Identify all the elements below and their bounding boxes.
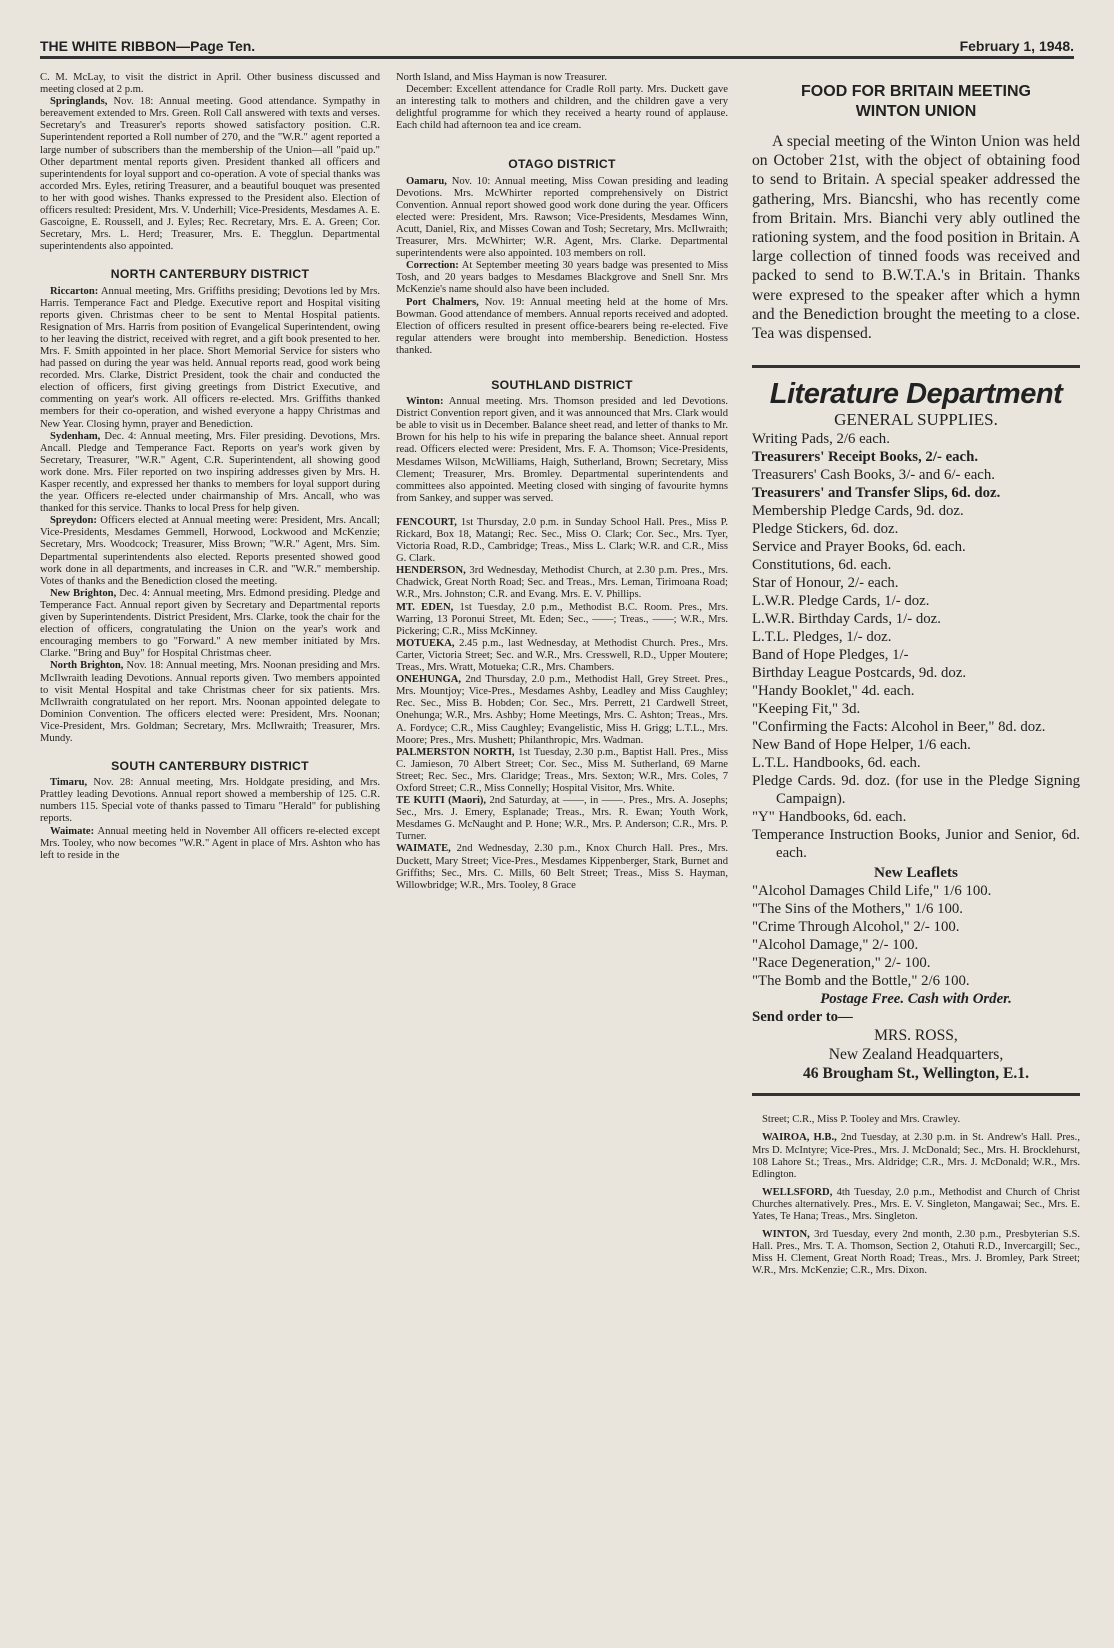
report-text: Nov. 19: Annual meeting held at the home of Mrs. Bowman. Good attendance of members. Annual reports received and adopted. Election of officers resulted in present office-bearers being re-elected. Five regular attenders were brought into membership. Benediction. Hostess thanked. (396, 296, 728, 356)
leaflet-item: "Alcohol Damages Child Life," 1/6 100. (752, 883, 992, 900)
food-article-text: A special meeting of the Winton Union was held on October 21st, with the object of obtaining food to send to Britain. A special speaker addressed the gathering, Mrs. Biancshi, who has recently come from Britain. Mrs. Bianchi very ably outlined the rationing system, and the food position in Britain. A large collection of tinned foods was received and packed to send to B.W.T.A.'s in Britain. Thanks were expresed to the speaker after which a hymn and the Benediction brought the meeting to a close. Tea was dispensed. (752, 133, 1080, 343)
union-name: HENDERSON, (396, 565, 466, 577)
spacer (396, 505, 728, 517)
list-item: Treasurers' Cash Books, 3/- and 6/- each. (752, 467, 995, 484)
union-text: 2nd Thursday, 2.0 p.m., Methodist Hall, Grey Street. Pres., Mrs. Mountjoy; Vice-Pres., Mesdames Ashby, Leadley and Miss Caughley; Rec. Sec., Miss B. Hobden; Cor. Sec., Mrs. Perrett, 21 Cardwell Street, Onehunga; W.R., Mrs. Ashby; Home Meetings, Mrs. C. Ashton; Treas., Mrs. A. Fordyce; C.R., Miss Caughley; Evangelistic, Miss H. Grigg; L.T.L., Mrs. Moore; Pres., Mrs. Mushett; Philanthropic, Mrs. Wadman. (396, 674, 728, 746)
new-leaflets-heading: New Leaflets (874, 864, 958, 882)
report-text: Nov. 10: Annual meeting, Miss Cowan presiding and leading Devotions. Mrs. McWhirter reported comprehensively on District Convention. Annual report showed good work done during the year. Officers elected were: President, Mrs. Rawson; Vice-Presidents, Mesdames Winn, Acutt, Daniel, Rix, and Misses Cowan and Tosh; Secretary, Mrs. McIlwraith; Treasurer, Mrs. McWhirter; W.R. Agent, Mrs. Clarke. Departmental superintendents were also appointed. 103 members on roll. (396, 175, 728, 260)
list-item: Temperance Instruction Books, Junior and Senior, 6d. each. (752, 827, 1080, 862)
report-place: North Brighton, (50, 660, 124, 672)
union-name: WAIMATE, (396, 843, 451, 855)
list-item: "Handy Booklet," 4d. each. (752, 683, 915, 700)
list-item: Constitutions, 6d. each. (752, 557, 892, 574)
postage-note: Postage Free. Cash with Order. (820, 991, 1012, 1008)
report-riccarton (40, 286, 380, 431)
list-item: Service and Prayer Books, 6d. each. (752, 539, 966, 556)
column-1 (40, 72, 380, 862)
list-item: L.W.R. Birthday Cards, 1/- doz. (752, 611, 941, 628)
report-text: Annual meeting. Mrs. Thomson presided and led Devotions. District Convention report given, and it was announced that Mrs. Clark would be able to visit us in December. Balance sheet read, and letter of thanks to Mr. Brown for his help to his wife in preparing the balance sheet. Annual report read. Officers elected were: President, Mrs. F. A. Thomson; Vice-Presidents, Mesdames Wilson, McWilliams, Haigh, Sutherland, Brown; Secretary, Miss Clement; Treasurer, Mrs. Bromley. Departmental superintendents and committees also appointed. Meeting closed with singing of favourite hymns from Sankey, and supper was served. (396, 396, 728, 504)
union-onehunga (396, 674, 728, 747)
report-sydenham (40, 431, 380, 516)
paragraph: North Island, and Miss Hayman is now Treasurer. (396, 72, 607, 83)
report-place: New Brighton, (50, 587, 117, 599)
report-new-brighton (40, 588, 380, 661)
report-waimate (40, 826, 380, 862)
leaflet-item: "Race Degeneration," 2/- 100. (752, 955, 931, 972)
district-heading: NORTH CANTERBURY DISTRICT (110, 267, 310, 282)
list-item: L.T.L. Pledges, 1/- doz. (752, 629, 892, 646)
literature-subheading: GENERAL SUPPLIES. (834, 410, 998, 430)
report-place: Timaru, (50, 777, 88, 789)
union-directory-continued (752, 1114, 1080, 1277)
report-text: Officers elected at Annual meeting were: President, Mrs. Ancall; Vice-Presidents, Mesdames Gemmell, Horwood, Lockwood and McKenzie; Secretary, Mrs. Woodcock; Treasurer, Miss Brown; "W.R." Agent, Mrs. Sim. Departmental superintendents also elected. Reports presented showed good work done in all departments, and increases in C.R. and "W.R." membership. Votes of thanks and the Benediction closed the meeting. (40, 515, 380, 587)
report-timaru (40, 777, 380, 825)
union-name: ONEHUNGA, (396, 674, 462, 686)
union-name: WINTON, (762, 1229, 810, 1241)
address-line: MRS. ROSS, (874, 1027, 958, 1045)
column-2 (396, 72, 728, 892)
list-item: L.W.R. Pledge Cards, 1/- doz. (752, 593, 930, 610)
paragraph: C. M. McLay, to visit the district in April. Other business discussed and meeting closed at 2 p.m. (40, 72, 380, 96)
union-text: 2nd Saturday, at ——, in ——. Pres., Mrs. A. Josephs; Sec., Mrs. J. Emery, Esplanade; Treas., Mrs. R. Ewan; Youth Work, Mesdames G. McNaught and P. Hone; W.R., Mrs. P. Anderson; C.R., Mrs. P. Turner. (396, 795, 728, 843)
paragraph: Street; C.R., Miss P. Tooley and Mrs. Crawley. (762, 1114, 961, 1126)
union-name: MOTUEKA, (396, 637, 455, 649)
list-item: Treasurers' Receipt Books, 2/- each. (752, 449, 979, 466)
header-rule (40, 56, 1074, 59)
report-place: Riccarton: (50, 285, 99, 297)
union-mt-eden (396, 602, 728, 638)
literature-heading: Literature Department (769, 378, 1063, 411)
union-text: 2.45 p.m., last Wednesday, at Methodist Church. Pres., Mrs. Carter, Victoria Street; Sec. and W.R., Mrs. Cresswell, R.D., Upper Moutere; Treas., Mrs. Wratt, Motueka; C.R., Mrs. Chambers. (396, 637, 728, 674)
report-north-brighton (40, 660, 380, 745)
food-article-body (752, 132, 1080, 343)
list-item: "Y" Handbooks, 6d. each. (752, 809, 907, 826)
union-waimate (396, 843, 728, 891)
leaflet-item: "Crime Through Alcohol," 2/- 100. (752, 919, 960, 936)
food-title-line: WINTON UNION (855, 103, 977, 120)
list-item: Birthday League Postcards, 9d. doz. (752, 665, 967, 682)
report-place: Sydenham, (50, 430, 101, 442)
union-palmerston-north (396, 747, 728, 795)
list-item: L.T.L. Handbooks, 6d. each. (752, 755, 921, 772)
report-text: Dec. 4: Annual meeting, Mrs. Edmond presiding. Pledge and Temperance Fact. Annual report given by Secretary and Departmental reports given by Superintendents. District President, Mrs. Clarke, took the chair for the election of officers, congratulating the Union on the year's work and encouraging members to go "Forward." A new member initiated by Mrs. Clarke. "Bring and Buy" for Hospital Christmas cheer. (40, 587, 380, 660)
district-heading: OTAGO DISTRICT (508, 157, 616, 172)
supplies-list (752, 430, 1080, 1026)
column-3 (752, 72, 1080, 1283)
list-item: New Band of Hope Helper, 1/6 each. (752, 737, 971, 754)
list-item: Membership Pledge Cards, 9d. doz. (752, 503, 964, 520)
union-te-kuiti (396, 795, 728, 843)
report-text: At September meeting 30 years badge was presented to Miss Tosh, and 20 years badges to Mesdames Blackgrove and Snell Snr. Mrs McKenzie's name should also have been included. (396, 260, 728, 296)
report-port-chalmers (396, 297, 728, 357)
report-text: Nov. 28: Annual meeting, Mrs. Holdgate presiding, and Mrs. Prattley leading Devotions. Annual report showed a membership of 125. C.R. numbers 115. Special vote of thanks passed to Timaru "Herald" for publishing reports. (40, 777, 380, 825)
report-text: Nov. 18: Annual meeting, Mrs. Noonan presiding and Mrs. McIlwraith leading Devotions. Annual reports given. Two members appointed to visit Mental Hospital and take Christmas cheer for six patients. Mrs. McIlwraith congratulated on her report. Mrs. Noonan appointed delegate to Dominion Convention. The officers elected were: President, Mrs. Noonan; Vice-President, Mrs. Goldman; Secretary, Mrs. McIlwraith; Treasurer, Mrs. Mundy. (40, 660, 380, 744)
report-place: Port Chalmers, (406, 296, 479, 308)
list-item: Band of Hope Pledges, 1/- (752, 647, 909, 664)
union-name: WAIROA, H.B., (762, 1132, 837, 1144)
leaflet-item: "The Bomb and the Bottle," 2/6 100. (752, 973, 970, 990)
order-address (752, 1026, 1080, 1083)
report-place: Spreydon: (50, 515, 97, 527)
paragraph: December: Excellent attendance for Cradle Roll party. Mrs. Duckett gave an interesting talk to mothers and children, and the children gave a very delightful programme for which they received a hearty round of applause. Each child had afternoon tea and ice cream. (396, 84, 728, 132)
list-item: Star of Honour, 2/- each. (752, 575, 899, 592)
union-text: 1st Tuesday, 2.0 p.m., Methodist B.C. Room. Pres., Mrs. Warring, 13 Poronui Street, Mt. Eden; Sec., ——; Treas., ——; W.R., Mrs. Pickering; C.R., Miss McKinney. (396, 601, 728, 637)
union-name: TE KUITI (Maori), (396, 795, 487, 807)
report-text: Annual meeting held in November All officers re-elected except Mrs. Tooley, who now becomes "W.R." Agent in place of Mrs. Ashton who has left to reside in the (40, 825, 380, 861)
union-name: PALMERSTON NORTH, (396, 746, 515, 758)
food-article-title (752, 82, 1080, 122)
report-springlands (40, 96, 380, 253)
union-text: 2nd Wednesday, 2.30 p.m., Knox Church Hall. Pres., Mrs. Duckett, Mary Street; Vice-Pres., Mesdames Kippenberger, Stark, Burnet and Griffiths; Sec., Mrs. C. Mills, 60 Belt Street; Treas., Miss S. Hayman, Willowbridge; W.R., Mrs. Tooley, 8 Grace (396, 843, 728, 891)
list-item: Treasurers' and Transfer Slips, 6d. doz. (752, 485, 1001, 502)
list-item: "Keeping Fit," 3d. (752, 701, 861, 718)
section-rule (752, 1093, 1080, 1096)
union-text: 4th Tuesday, 2.0 p.m., Methodist and Church of Christ Churches alternatively. Pres., Mrs. E. V. Singleton, Mangawai; Sec., Mrs. E. Yates, Te Hana; Treas., Mrs. Singleton. (752, 1186, 1080, 1222)
report-spreydon (40, 515, 380, 588)
issue-date: February 1, 1948. (959, 38, 1074, 54)
union-name: MT. EDEN, (396, 601, 454, 613)
report-place: Waimate: (50, 825, 95, 837)
union-name: FENCOURT, (396, 516, 457, 528)
district-heading: SOUTH CANTERBURY DISTRICT (111, 759, 309, 774)
district-heading: SOUTHLAND DISTRICT (491, 377, 633, 392)
list-item: Pledge Cards. 9d. doz. (for use in the Pledge Signing Campaign). (752, 773, 1080, 808)
list-item: "Confirming the Facts: Alcohol in Beer," 8d. doz. (752, 719, 1046, 736)
union-text: 3rd Tuesday, every 2nd month, 2.30 p.m., Presbyterian S.S. Hall. Pres., Mrs. T. A. Thomson, Section 2, Otahuti R.D., Invercargill; Sec., Miss H. Clement, Great North Road; Treas., Mrs. J. Bromley, Park Street; W.R., Mrs. McKenzie; C.R., Mrs. Dixon. (752, 1229, 1080, 1277)
union-henderson (396, 565, 728, 601)
leaflet-item: "The Sins of the Mothers," 1/6 100. (752, 901, 964, 918)
report-winton (396, 396, 728, 505)
list-item: Writing Pads, 2/6 each. (752, 431, 890, 448)
list-item: Pledge Stickers, 6d. doz. (752, 521, 899, 538)
union-motueka (396, 638, 728, 674)
food-title-line: FOOD FOR BRITAIN MEETING (801, 83, 1031, 100)
report-text: Nov. 18: Annual meeting. Good attendance. Sympathy in bereavement extended to Mrs. Green. Roll Call answered with texts and verses. Secretary's and Treasurer's reports showed satisfactory position. C.R. Superintendent reported a Roll number of 270, and the "W.R." agent reported a large number of subscribers than the membership of the Union—all "paid up." Other department mental reports given. President thanked all officers and superintendents for loyal support and co-operation. A vote of special thanks was accorded Mrs. Eyles, retiring Treasurer, and a beautiful bouquet was presented to her with good wishes. Thanks expressed to the President also. Election of officers resulted: President, Mrs. V. Underhill; Vice-Presidents, Mesdames A. E. Gascoigne, E. Roussell, and J. Eyles; Rec. Recretary, Mrs. E. A. Green; Cor. Secretary, Mrs. L. Herd; Treasurer, Mrs. E. Thegglun. Departmental superintendents also appointed. (40, 96, 380, 253)
report-text: Dec. 4: Annual meeting, Mrs. Filer presiding. Devotions, Mrs. Ancall. Pledge and Temperance Fact. Reports on year's work given by Secretary, Treasurer, "W.R." Agent, C.R. Superintendent, all showing good work done. Mrs. Filer reported on two inspiring addresses given by Mrs. H. Kasper recently, and expressed her thanks to members for loyal support during the year. Officers re-elected under chairmanship of Mrs. Ancall, who was thanked for this service. Thanks to local Press for help given. (40, 430, 380, 515)
union-text: 1st Thursday, 2.0 p.m. in Sunday School Hall. Pres., Miss P. Rickard, Box 18, Matangi; Rec. Sec., Miss O. Clark; Cor. Sec., Mrs. Tyer, Victoria Road, R.D., Cambridge; Treas., Miss L. Clark; W.R. and C.R., Miss G. Clark. (396, 516, 728, 565)
report-correction (396, 260, 728, 296)
union-text: 2nd Tuesday, at 2.30 p.m. in St. Andrew's Hall. Pres., Mrs D. McIntyre; Vice-Pres., Mrs. J. McDonald; Sec., Mrs. H. Brocklehurst, 108 Lahore St.; Treas., Mrs. Aldridge; C.R., Mrs. J. McDonald; W.R., Mrs. Edlington. (752, 1132, 1080, 1180)
leaflet-item: "Alcohol Damage," 2/- 100. (752, 937, 919, 954)
report-place: Oamaru, (406, 175, 447, 187)
report-place: Winton: (406, 396, 444, 408)
union-text: 3rd Wednesday, Methodist Church, at 2.30 p.m. Pres., Mrs. Chadwick, Great North Road; Sec. and Treas., Mrs. Leman, Tirimoana Road; W.R., Mrs. Johnston; C.R. and Evang. Mrs. E. V. Phillips. (396, 565, 728, 601)
union-fencourt (396, 517, 728, 565)
publication-title: THE WHITE RIBBON—Page Ten. (40, 38, 256, 54)
union-wairoa (752, 1132, 1080, 1180)
send-order-label: Send order to— (752, 1009, 853, 1026)
section-rule (752, 365, 1080, 368)
report-text: Annual meeting, Mrs. Griffiths presiding; Devotions led by Mrs. Harris. Temperance Fact and Pledge. Executive report and Hospital visiting reports given. Christmas cheer to be sent to Mental Hospital patients. Resignation of Mrs. Harris from position of Evangelical Superintendent, owing to her leaving the district, received with regret, and a gift book presented to her. Mrs. F. Smith appointed in her place. Short Memorial Service for sisters who had passed on during the year was held. Annual reports read, good work being recorded. Mrs. Clarke, District President, took the chair and conducted the election of officers, first giving greetings from District Executive, and commenting on year's work. All officers re-elected. Mrs. Griffiths thanked members for their co-operation, and wished everyone a happy Christmas and New Year. Closing hymn, prayer and Benediction. (40, 285, 380, 430)
report-place: Correction: (406, 260, 459, 272)
page-header (40, 28, 1074, 54)
address-line: 46 Brougham St., Wellington, E.1. (802, 1065, 1029, 1083)
union-text: 1st Tuesday, 2.30 p.m., Baptist Hall. Pres., Miss C. Jamieson, 70 Albert Street; Cor. Sec., Miss M. Sutherland, 69 Marne Street; Rec. Sec., Mrs. Claridge; Treas., Mrs. Sexton; W.R., Mrs. Coles, 7 Oxford Street; C.R., Miss Connelly; Hospital Visitor, Mrs. White. (396, 746, 728, 794)
report-oamaru (396, 176, 728, 261)
union-winton (752, 1229, 1080, 1277)
report-place: Springlands, (50, 96, 108, 108)
address-line: New Zealand Headquarters, (828, 1046, 1004, 1064)
union-name: WELLSFORD, (762, 1186, 833, 1198)
union-wellsford (752, 1187, 1080, 1223)
